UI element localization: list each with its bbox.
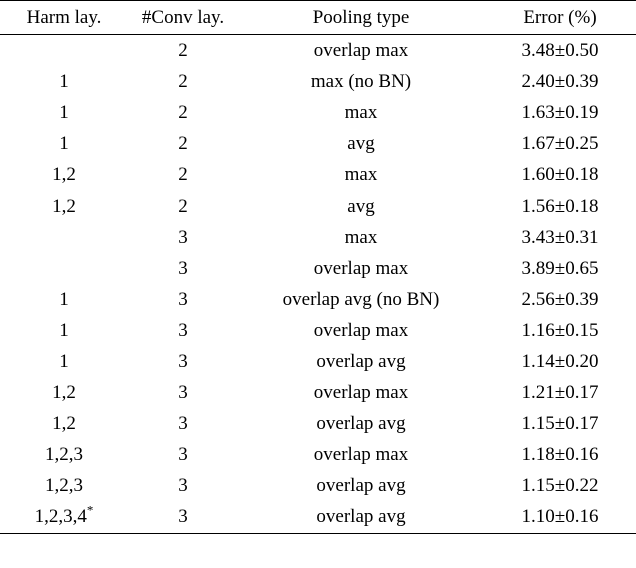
table-row (0, 346, 636, 377)
table-row (0, 439, 636, 470)
cell-error: 1.21±0.17 (521, 382, 599, 404)
table-row (0, 470, 636, 501)
cell-harm-lay (0, 222, 128, 253)
cell-pooling-type: max (344, 164, 378, 186)
cell-error: 2.56±0.39 (521, 288, 599, 310)
cell-pooling-type: overlap max (313, 319, 409, 341)
column-header-harm-lay: Harm lay. (26, 7, 102, 28)
column-header-conv-lay: #Conv lay. (141, 7, 225, 28)
cell-conv-lay: 2 (178, 40, 188, 62)
cell-harm-lay: 1 (59, 133, 69, 155)
table-row (0, 284, 636, 315)
table-row (0, 190, 636, 221)
column-header-pooling-type: Pooling type (312, 7, 410, 28)
cell-pooling-type: overlap avg (316, 506, 406, 528)
cell-error: 1.14±0.20 (521, 350, 599, 372)
cell-error: 2.40±0.39 (521, 71, 599, 93)
table-body (0, 35, 636, 533)
table-row (0, 35, 636, 66)
cell-harm-lay: 1 (59, 319, 69, 341)
cell-pooling-type: max (344, 226, 378, 248)
table-row (0, 159, 636, 190)
cell-pooling-type: overlap avg (316, 475, 406, 497)
cell-error: 1.67±0.25 (521, 133, 599, 155)
cell-harm-lay: 1,2 (52, 413, 76, 435)
cell-harm-lay (0, 35, 128, 66)
table-row (0, 253, 636, 284)
table-row (0, 377, 636, 408)
cell-pooling-type: overlap max (313, 40, 409, 62)
cell-conv-lay: 2 (178, 164, 188, 186)
cell-error: 3.48±0.50 (521, 40, 599, 62)
cell-conv-lay: 3 (178, 319, 188, 341)
table-row (0, 66, 636, 97)
table-row (0, 97, 636, 128)
footnote-star: * (86, 503, 94, 519)
cell-harm-lay (0, 253, 128, 284)
cell-harm-lay: 1 (59, 71, 69, 93)
table-header (0, 1, 636, 36)
cell-pooling-type: max (344, 102, 378, 124)
cell-conv-lay: 3 (178, 475, 188, 497)
cell-harm-lay: 1,2,3 (45, 475, 83, 497)
cell-conv-lay: 2 (178, 71, 188, 93)
header-row (0, 1, 636, 35)
cell-error: 1.63±0.19 (521, 102, 599, 124)
cell-conv-lay: 3 (178, 382, 188, 404)
cell-harm-lay: 1,2,3 (45, 444, 83, 466)
cell-conv-lay: 3 (178, 257, 188, 279)
cell-pooling-type: overlap avg (316, 350, 406, 372)
cell-harm-lay: 1 (59, 350, 69, 372)
cell-error: 1.16±0.15 (521, 319, 599, 341)
cell-conv-lay: 3 (178, 226, 188, 248)
cell-conv-lay: 3 (178, 444, 188, 466)
cell-pooling-type: overlap avg (no BN) (282, 288, 440, 310)
cell-conv-lay: 3 (178, 350, 188, 372)
cell-conv-lay: 3 (178, 506, 188, 528)
bottom-rule (0, 533, 636, 534)
table-row (0, 315, 636, 346)
table-row (0, 408, 636, 439)
cell-pooling-type: avg (347, 133, 375, 155)
cell-harm-lay: 1,2 (52, 382, 76, 404)
cell-pooling-type: overlap max (313, 382, 409, 404)
cell-pooling-type: max (no BN) (310, 71, 412, 93)
cell-error: 3.43±0.31 (521, 226, 599, 248)
cell-error: 1.60±0.18 (521, 164, 599, 186)
cell-conv-lay: 2 (178, 133, 188, 155)
cell-error: 1.15±0.22 (521, 475, 599, 497)
cell-harm-lay: 1 (59, 102, 69, 124)
cell-error: 1.15±0.17 (521, 413, 599, 435)
table-row (0, 501, 636, 533)
cell-conv-lay: 3 (178, 413, 188, 435)
table-footer (0, 533, 636, 534)
cell-pooling-type: overlap max (313, 444, 409, 466)
table-row (0, 128, 636, 159)
cell-error: 1.56±0.18 (521, 195, 599, 217)
cell-harm-lay: 1 (59, 288, 69, 310)
table-row (0, 222, 636, 253)
cell-error: 1.10±0.16 (521, 506, 599, 528)
cell-harm-lay: 1,2,3,4* (34, 503, 94, 528)
cell-harm-lay: 1,2 (52, 195, 76, 217)
cell-harm-lay: 1,2 (52, 164, 76, 186)
cell-pooling-type: overlap avg (316, 413, 406, 435)
cell-pooling-type: avg (347, 195, 375, 217)
cell-error: 3.89±0.65 (521, 257, 599, 279)
cell-conv-lay: 2 (178, 195, 188, 217)
column-header-error: Error (%) (523, 7, 597, 28)
cell-pooling-type: overlap max (313, 257, 409, 279)
cell-conv-lay: 2 (178, 102, 188, 124)
cell-error: 1.18±0.16 (521, 444, 599, 466)
cell-conv-lay: 3 (178, 288, 188, 310)
